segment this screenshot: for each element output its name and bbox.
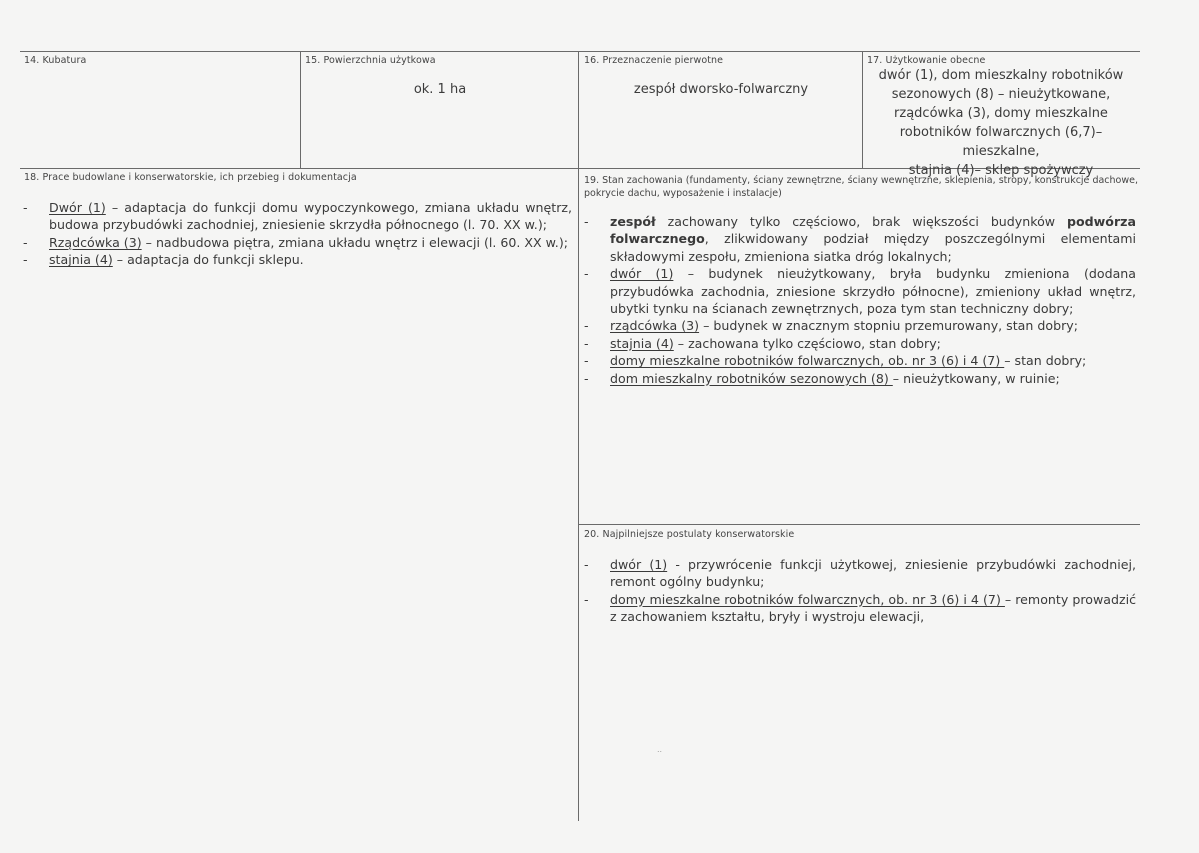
divider-14-15 [300, 51, 301, 168]
stray-dot-mark: .. [657, 745, 663, 754]
field-17-line: robotników folwarcznych (6,7)– [899, 125, 1103, 140]
item-text: – adaptacja do funkcji domu wypoczynkowego, zmiana układu wnętrz, budowa przybudówki zachodniej, zniesienie skrzydła północnego (l. 70. XX w.); [49, 200, 572, 233]
field-17-line: dwór (1), dom mieszkalny robotników [878, 68, 1124, 83]
field-17-line: sezonowych (8) – nieużytkowane, [891, 87, 1111, 102]
object-link: domy mieszkalne robotników folwarcznych, ob. nr 3 (6) i 4 (7) [610, 591, 1005, 607]
object-link: Rządcówka (3) [49, 234, 142, 250]
field-17-line: stajnia (4)– sklep spożywczy [908, 163, 1094, 178]
field-20-list [584, 556, 1136, 626]
field-15-value: ok. 1 ha [413, 82, 467, 97]
item-text: – remonty prowadzić z zachowaniem kształtu, bryły i wystroju elewacji, [610, 591, 1136, 625]
dash-marker: - [584, 557, 589, 572]
field-16-value: zespół dworsko-folwarczny [633, 82, 809, 97]
field-17-line: rządcówka (3), domy mieszkalne [894, 106, 1108, 121]
field-20-label: 20. Najpilniejsze postulaty konserwatorskie [584, 529, 795, 540]
object-link: dom mieszkalny robotników sezonowych (8) [610, 370, 893, 386]
field-19-list [584, 213, 1136, 387]
item-text: – zachowana tylko częściowo, stan dobry; [673, 335, 941, 351]
field-17-label: 17. Użytkowanie obecne [867, 55, 986, 66]
list-item [584, 317, 1136, 334]
list-item [584, 591, 1136, 626]
divider-main [578, 51, 579, 821]
field-16-label: 16. Przeznaczenie pierwotne [584, 55, 724, 66]
item-text: - przywrócenie funkcji użytkowej, zniesienie przybudówki zachodniej, remont ogólny budynku; [610, 557, 1136, 590]
list-item [23, 234, 572, 251]
top-rule [20, 51, 1140, 52]
field-14-label: 14. Kubatura [24, 55, 87, 66]
list-item [23, 251, 572, 268]
item-text: – nieużytkowany, w ruinie; [892, 370, 1060, 386]
dash-marker: - [23, 234, 28, 250]
dash-marker: - [584, 214, 589, 229]
list-item [584, 370, 1136, 387]
field-19-label: 19. Stan zachowania (fundamenty, ściany zewnętrzne, ściany wewnętrzne, sklepienia, stropy, konstrukcje dachowe, pokrycie dachu, wyposażenie i instalacje) [584, 175, 1138, 199]
list-item [23, 199, 572, 234]
item-text: zachowany tylko częściowo, brak większości budynków [655, 214, 1067, 229]
object-link: stajnia (4) [49, 252, 113, 268]
bold-term: podwórza folwarcznego [610, 214, 1136, 247]
field-15-label: 15. Powierzchnia użytkowa [305, 55, 436, 66]
item-text: , zlikwidowany podział między poszczególnymi elementami składowymi zespołu, zmieniona siatka dróg lokalnych; [610, 231, 1136, 264]
item-text: – stan dobry; [1004, 353, 1087, 369]
dash-marker: - [584, 266, 589, 282]
field-18-list [23, 199, 572, 269]
object-link: dwór (1) [610, 266, 674, 282]
object-link: domy mieszkalne robotników folwarcznych, ob. nr 3 (6) i 4 (7) [610, 353, 1005, 369]
list-item [584, 213, 1136, 265]
field-17-line: mieszkalne, [962, 144, 1040, 159]
item-text: – adaptacja do funkcji sklepu. [112, 252, 304, 268]
object-link: rządcówka (3) [610, 318, 700, 334]
box20-top-rule [579, 524, 1140, 525]
dash-marker: - [584, 591, 589, 607]
dash-marker: - [584, 370, 589, 386]
field-18-label: 18. Prace budowlane i konserwatorskie, ich przebieg i dokumentacja [24, 172, 357, 183]
dash-marker: - [584, 335, 589, 351]
list-item [584, 352, 1136, 369]
object-link: Dwór (1) [49, 200, 106, 215]
dash-marker: - [23, 252, 28, 268]
bold-term: zespół [610, 214, 656, 229]
divider-16-17 [862, 51, 863, 168]
dash-marker: - [584, 353, 589, 369]
dash-marker: - [584, 318, 589, 334]
object-link: dwór (1) [610, 557, 668, 572]
item-text: – budynek w znacznym stopniu przemurowany, stan dobry; [699, 318, 1078, 334]
list-item [584, 556, 1136, 591]
list-item [584, 335, 1136, 352]
object-link: stajnia (4) [610, 335, 674, 351]
list-item [584, 265, 1136, 317]
item-text: – budynek nieużytkowany, bryła budynku zmieniona (dodana przybudówka zachodnia, zniesione skrzydło północne), zmieniony układ wnętrz, ubytki tynku na ścianach zewnętrznych, poza tym stan techniczny dobry; [610, 266, 1136, 317]
item-text: – nadbudowa piętra, zmiana układu wnętrz i elewacji (l. 60. XX w.); [141, 234, 568, 250]
dash-marker: - [23, 200, 28, 215]
field-17-value [866, 66, 1136, 180]
